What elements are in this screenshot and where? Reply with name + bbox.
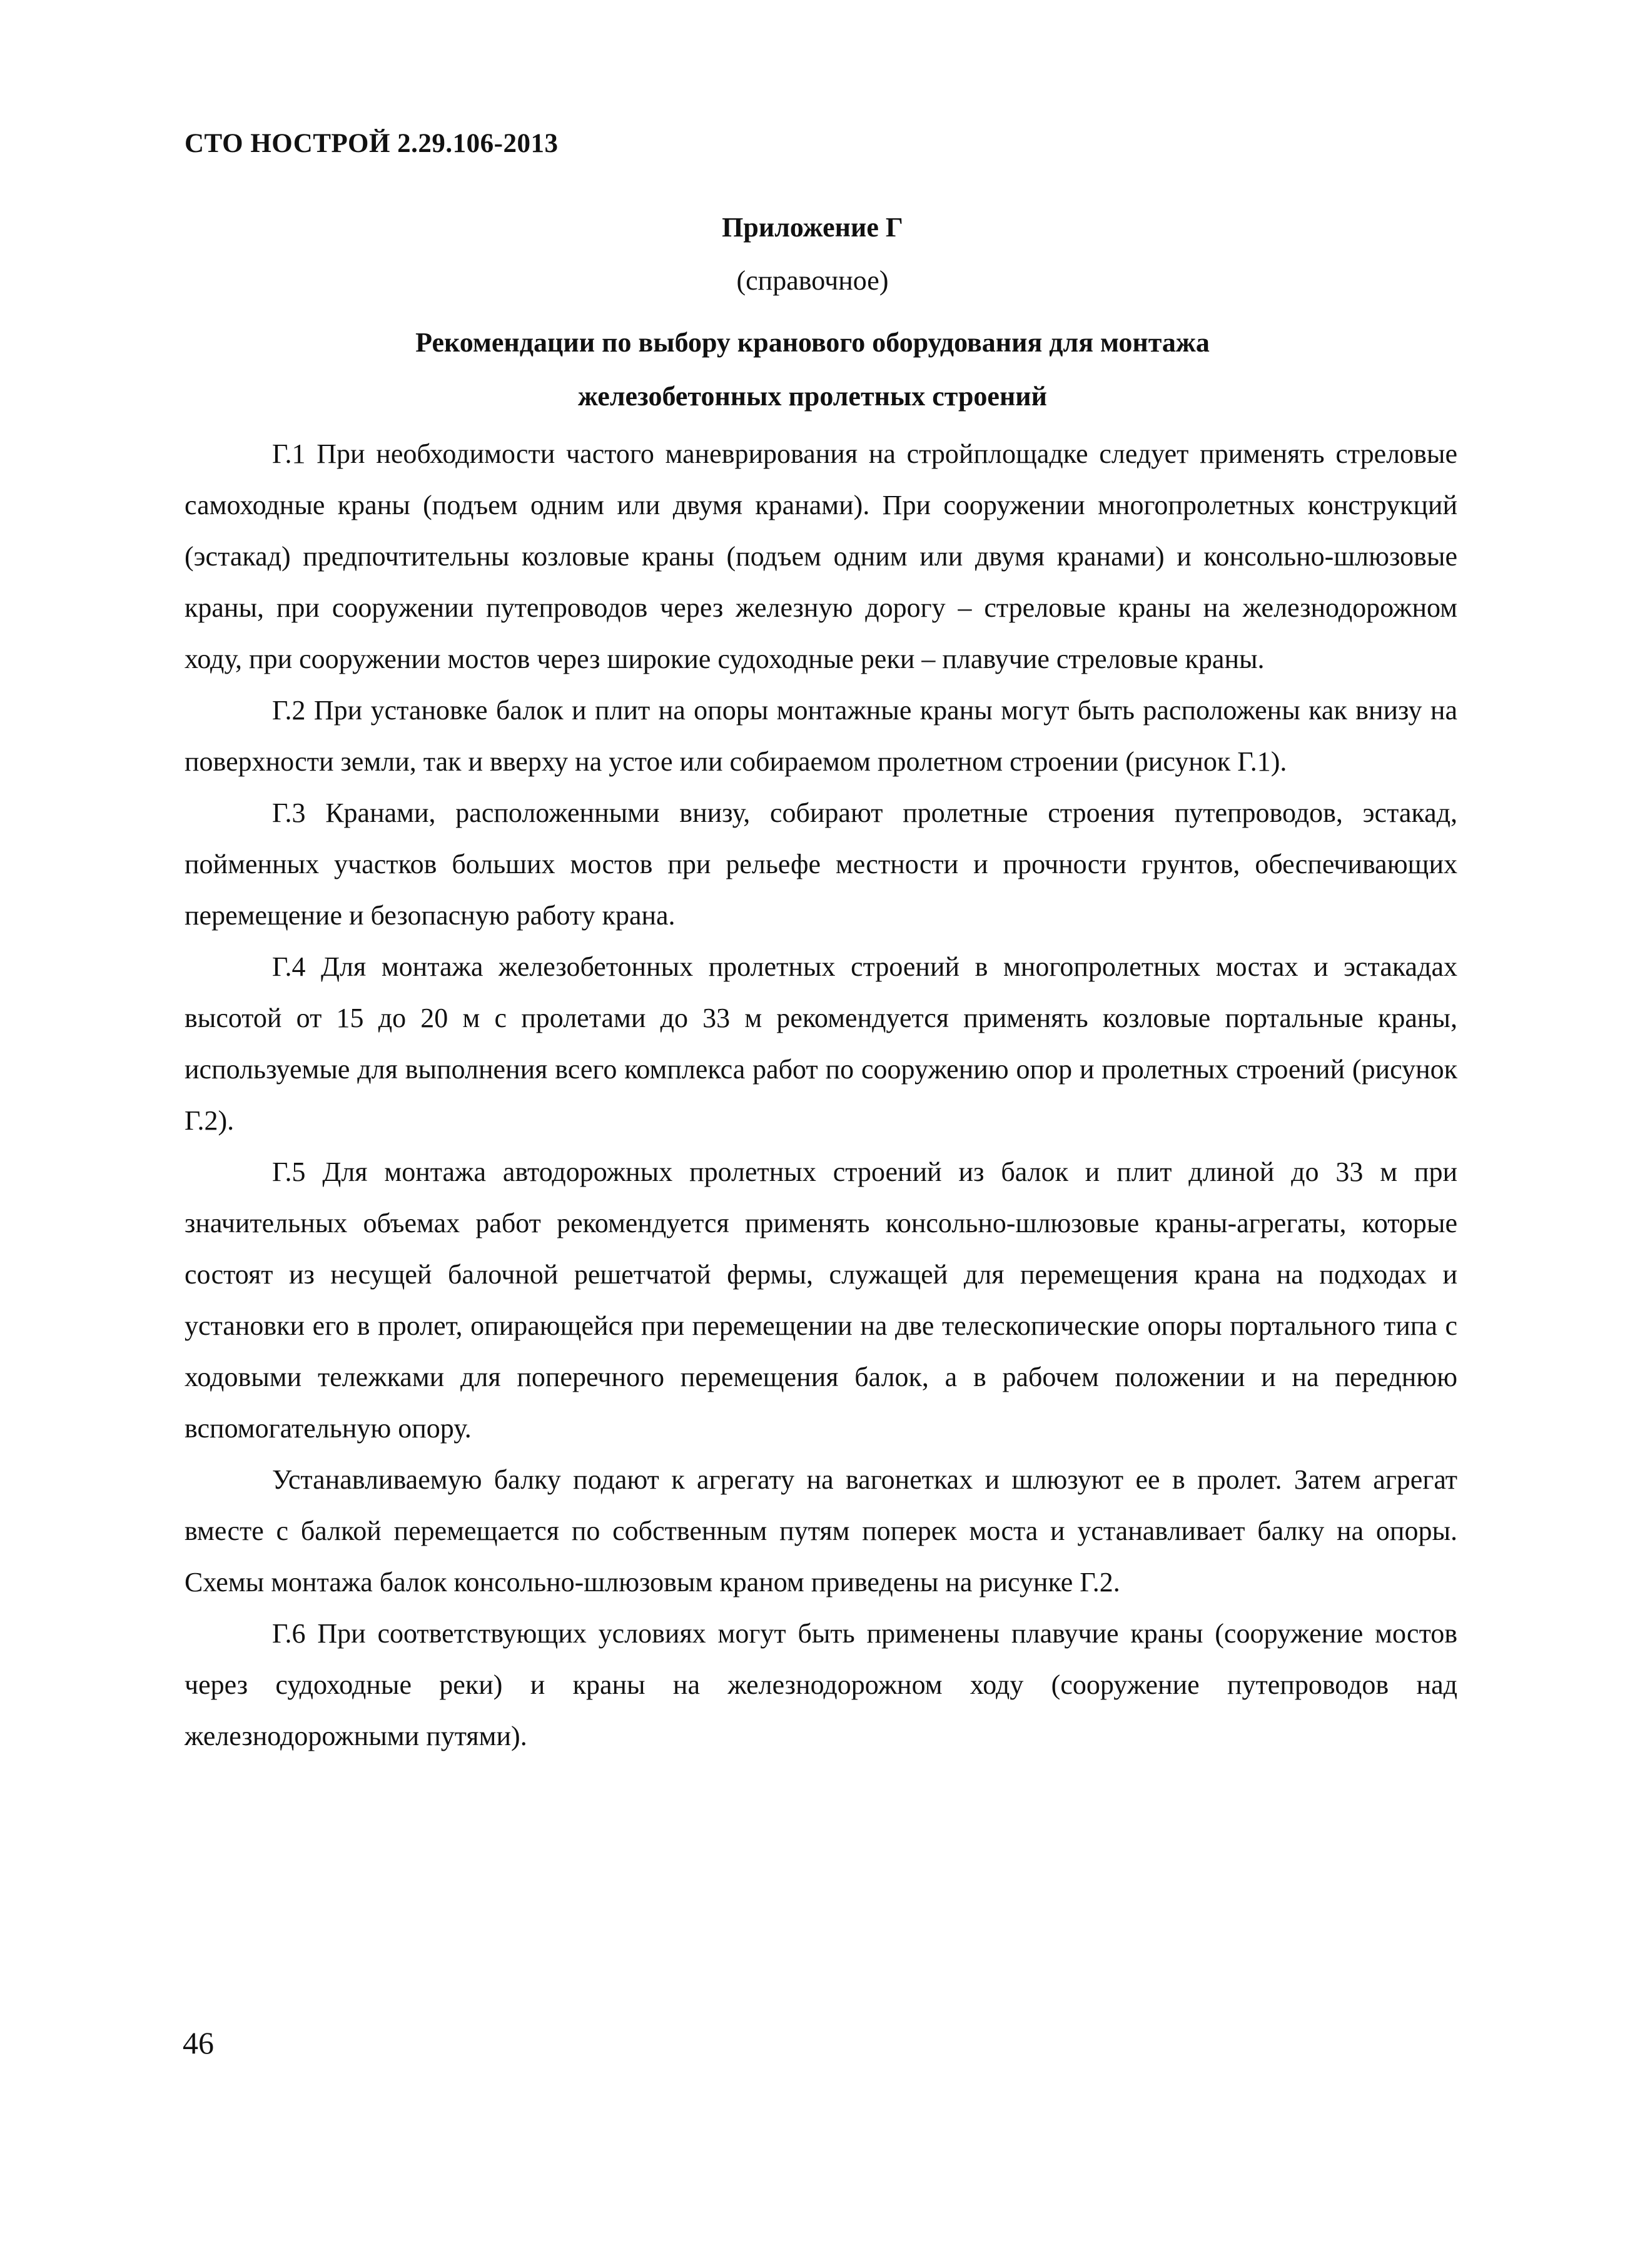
appendix-heading-line-1: Рекомендации по выбору кранового оборудования для монтажа <box>415 327 1210 358</box>
paragraph-g4: Г.4 Для монтажа железобетонных пролетных строений в многопролетных мостах и эстакадах высотой от 15 до 20 м с пролетами до 33 м рекомендуется применять козловые портальные краны, используемые для выполнения всего комплекса работ по сооружению опор и пролетных строений (рисунок Г.2). <box>185 951 1457 1136</box>
paragraph-g6: Г.6 При соответствующих условиях могут быть применены плавучие краны (сооружение мостов через судоходные реки) и краны на железнодорожном ходу (сооружение путепроводов над железнодорожными путями). <box>185 1618 1457 1751</box>
appendix-title: Приложение Г <box>722 212 903 243</box>
document-code: СТО НОСТРОЙ 2.29.106-2013 <box>185 129 559 158</box>
paragraph-g2: Г.2 При установке балок и плит на опоры монтажные краны могут быть расположены как внизу на поверхности земли, так и вверху на устое или собираемом пролетном строении (рисунок Г.1). <box>185 695 1457 777</box>
paragraph-g5-continued: Устанавливаемую балку подают к агрегату на вагонетках и шлюзуют ее в пролет. Затем агрегат вместе с балкой перемещается по собственным путям поперек моста и устанавливает балку на опоры. Схемы монтажа балок консольно-шлюзовым краном приведены на рисунке Г.2. <box>185 1464 1457 1597</box>
appendix-heading-line-2: железобетонных пролетных строений <box>577 381 1048 412</box>
page-number: 46 <box>183 2025 214 2060</box>
paragraph-g5: Г.5 Для монтажа автодорожных пролетных строений из балок и плит длиной до 33 м при значительных объемах работ рекомендуется применять консольно-шлюзовые краны-агрегаты, которые состоят из несущей балочной решетчатой фермы, служащей для перемещения крана на подходах и установки его в пролет, опирающейся при перемещении на две телескопические опоры портального типа с ходовыми тележками для поперечного перемещения балок, а в рабочем положении и на переднюю вспомогательную опору. <box>185 1157 1457 1444</box>
paragraph-g1: Г.1 При необходимости частого маневрирования на стройплощадке следует применять стреловые самоходные краны (подъем одним или двумя кранами). При сооружении многопролетных конструкций (эстакад) предпочтительны козловые краны (подъем одним или двумя кранами) и консольно-шлюзовые краны, при сооружении путепроводов через железную дорогу – стреловые краны на железнодорожном ходу, при сооружении мостов через широкие судоходные реки – плавучие стреловые краны. <box>185 438 1457 674</box>
paragraph-g3: Г.3 Кранами, расположенными внизу, собирают пролетные строения путепроводов, эстакад, пойменных участков больших мостов при рельефе местности и прочности грунтов, обеспечивающих перемещение и безопасную работу крана. <box>185 797 1457 931</box>
body-text <box>185 428 1457 1762</box>
appendix-heading <box>0 316 1625 423</box>
appendix-type: (справочное) <box>736 265 889 296</box>
